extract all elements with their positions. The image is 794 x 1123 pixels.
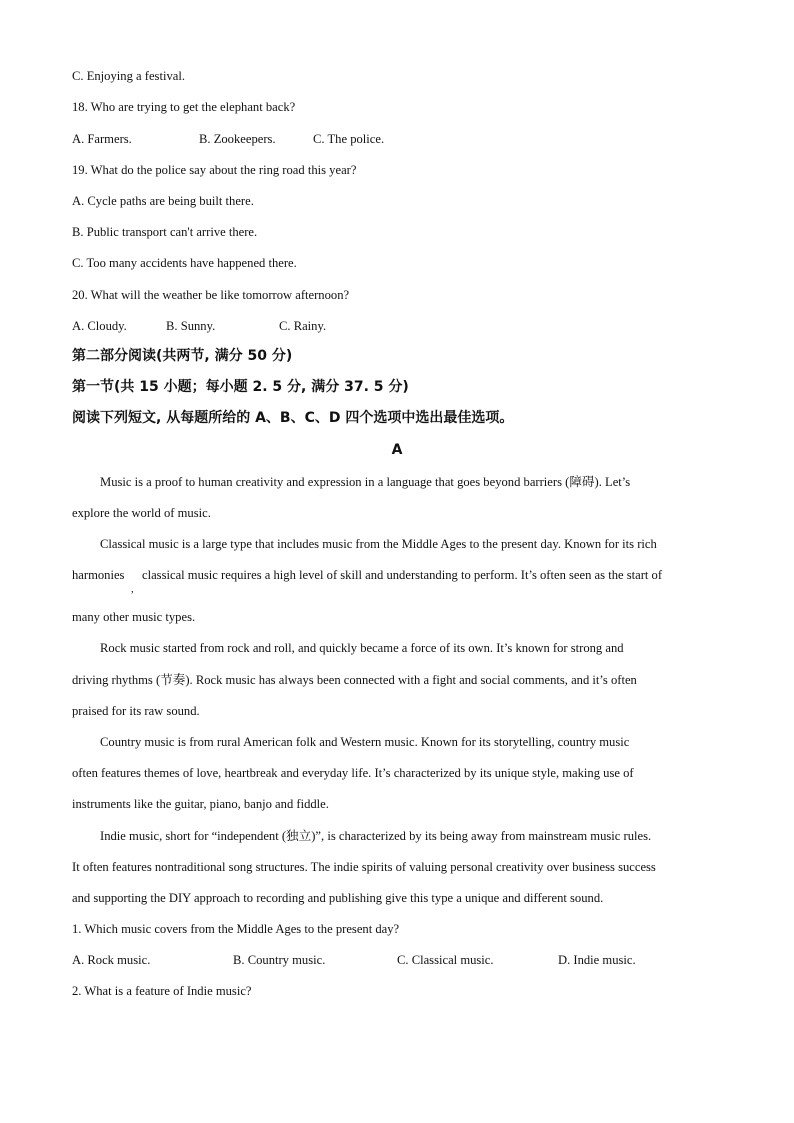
- q18-option-c: C. The police.: [313, 132, 385, 146]
- passage-p2-comma: ,: [131, 583, 134, 595]
- passage-p3-line2: driving rhythms (节奏). Rock music has always been connected with a fight and social comments, and it’s often: [72, 673, 637, 687]
- q19-option-c: C. Too many accidents have happened there.: [72, 256, 297, 270]
- passage-p1-line2: explore the world of music.: [72, 506, 211, 520]
- q1-option-c: C. Classical music.: [397, 953, 494, 967]
- q18-option-a: A. Farmers.: [72, 132, 132, 146]
- q19-question: 19. What do the police say about the ring road this year?: [72, 163, 357, 177]
- q17-option-c: C. Enjoying a festival.: [72, 69, 185, 83]
- passage-p2-line2a: harmonies: [72, 568, 125, 582]
- q20-option-a: A. Cloudy.: [72, 319, 127, 333]
- passage-p5-line3: and supporting the DIY approach to recording and publishing give this type a unique and different sound.: [72, 891, 604, 905]
- q1-option-b: B. Country music.: [233, 953, 326, 967]
- q19-option-b: B. Public transport can't arrive there.: [72, 225, 258, 239]
- passage-p3-line1: Rock music started from rock and roll, and quickly became a force of its own. It’s known for strong and: [100, 641, 624, 655]
- q1-option-a: A. Rock music.: [72, 953, 151, 967]
- q18-question: 18. Who are trying to get the elephant back?: [72, 100, 296, 114]
- q18-option-b: B. Zookeepers.: [199, 132, 276, 146]
- passage-p1-line1: Music is a proof to human creativity and expression in a language that goes beyond barriers (障碍). Let’s: [100, 475, 631, 489]
- part2-instruction: 阅读下列短文, 从每题所给的 A、B、C、D 四个选项中选出最佳选项。: [72, 410, 514, 426]
- q20-option-c: C. Rainy.: [279, 319, 327, 333]
- q19-option-a: A. Cycle paths are being built there.: [72, 194, 254, 208]
- q1-option-d: D. Indie music.: [558, 953, 636, 967]
- q20-option-b: B. Sunny.: [166, 319, 216, 333]
- passage-p3-line3: praised for its raw sound.: [72, 704, 200, 718]
- passage-p5-line2: It often features nontraditional song structures. The indie spirits of valuing personal creativity over business success: [72, 860, 656, 874]
- passage-label: A: [391, 442, 403, 458]
- passage-p2-line1: Classical music is a large type that includes music from the Middle Ages to the present day. Known for its rich: [100, 537, 657, 551]
- passage-p4-line2: often features themes of love, heartbreak and everyday life. It’s characterized by its unique style, making use of: [72, 766, 634, 780]
- passage-p2-line3: many other music types.: [72, 610, 196, 624]
- passage-p4-line1: Country music is from rural American folk and Western music. Known for its storytelling, country music: [100, 735, 630, 749]
- part2-heading: 第二部分阅读(共两节, 满分 50 分): [72, 348, 293, 364]
- q20-question: 20. What will the weather be like tomorrow afternoon?: [72, 288, 350, 302]
- part2-section1-heading: 第一节(共 15 小题；每小题 2. 5 分, 满分 37. 5 分): [72, 379, 409, 395]
- passage-p4-line3: instruments like the guitar, piano, banjo and fiddle.: [72, 797, 329, 811]
- q2-question: 2. What is a feature of Indie music?: [72, 984, 252, 998]
- q1-question: 1. Which music covers from the Middle Ages to the present day?: [72, 922, 400, 936]
- passage-p5-line1: Indie music, short for “independent (独立)”, is characterized by its being away from mainstream music rules.: [100, 829, 652, 843]
- passage-p2-line2b: classical music requires a high level of skill and understanding to perform. It’s often seen as the start of: [142, 568, 663, 582]
